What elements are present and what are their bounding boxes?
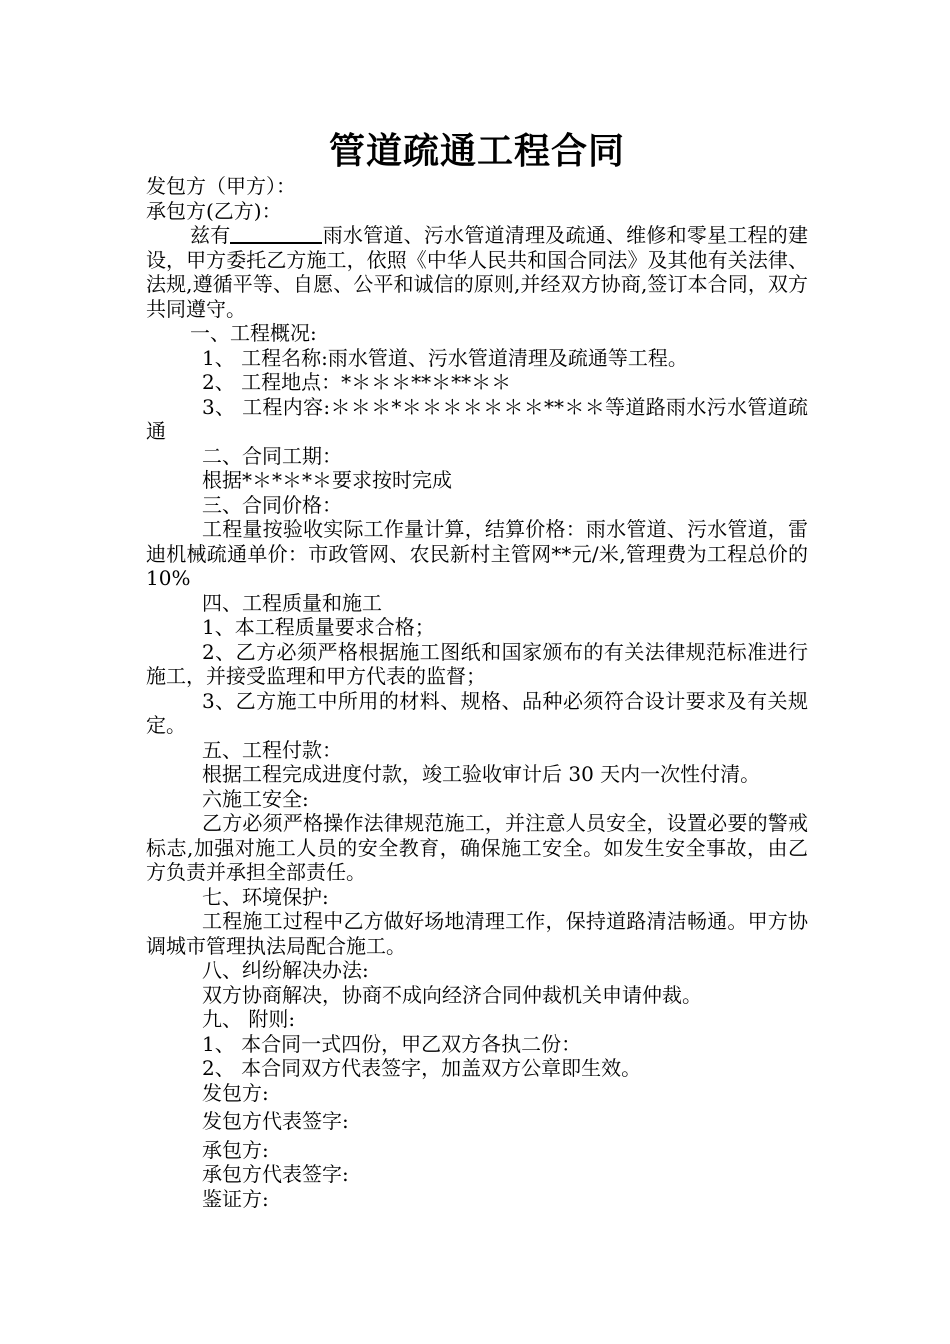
section-4-item-2: 2、乙方必须严格根据施工图纸和国家颁布的有关法律规范标准进行施工，并接受监理和甲方代表的监督； <box>146 639 808 688</box>
section-6-body: 乙方必须严格操作法律规范施工，并注意人员安全，设置必要的警戒标志,加强对施工人员的安全教育，确保施工安全。如发生安全事故，由乙方负责并承担全部责任。 <box>146 811 808 884</box>
party-b-line: 承包方(乙方)： <box>146 198 282 223</box>
section-6-heading: 六施工安全: <box>202 786 309 811</box>
section-5-heading: 五、工程付款： <box>202 737 342 762</box>
document-title: 管道疏通工程合同 <box>328 130 625 172</box>
section-4-item-3: 3、乙方施工中所用的材料、规格、品种必须符合设计要求及有关规定。 <box>146 688 808 737</box>
section-7-heading: 七、环境保护: <box>202 884 329 909</box>
section-1-item-3: 3、 工程内容:＊＊＊*＊＊＊＊＊＊＊**＊＊等道路雨水污水管道疏通 <box>146 394 808 443</box>
section-9-heading: 九、 附则: <box>202 1007 296 1031</box>
project-name-blank <box>230 224 322 244</box>
section-2-body: 根据*＊*＊*＊要求按时完成 <box>202 468 452 492</box>
section-9-item-1: 1、 本合同一式四份，甲乙双方各执二份： <box>202 1031 582 1056</box>
section-8-body: 双方协商解决，协商不成向经济合同仲裁机关申请仲裁。 <box>202 982 702 1007</box>
intro-prefix: 兹有 <box>190 223 231 247</box>
section-9-item-2: 2、 本合同双方代表签字，加盖双方公章即生效。 <box>202 1056 642 1080</box>
contract-page <box>146 128 808 1211</box>
section-4-heading: 四、工程质量和施工 <box>202 590 382 615</box>
section-5-body: 根据工程完成进度付款，竣工验收审计后 30 天内一次性付清。 <box>202 762 761 786</box>
section-1-item-1: 1、 工程名称:雨水管道、污水管道清理及疏通等工程。 <box>202 345 688 370</box>
signature-witness: 鉴证方: <box>202 1186 269 1211</box>
section-2-heading: 二、合同工期： <box>202 443 342 468</box>
intro-text: 雨水管道、污水管道清理及疏通、维修和零星工程的建设，甲方委托乙方施工，依照《中华人民共和国合同法》及其他有关法律、法规,遵循平等、自愿、公平和诚信的原则,并经双方协商,签订本合同，双方共同遵守。 <box>146 223 809 321</box>
section-7-body: 工程施工过程中乙方做好场地清理工作，保持道路清洁畅通。甲方协调城市管理执法局配合施工。 <box>146 909 808 958</box>
section-3-heading: 三、合同价格： <box>202 492 342 517</box>
signature-party-a-rep: 发包方代表签字: <box>202 1109 349 1133</box>
party-a-line: 发包方（甲方）： <box>146 174 296 198</box>
signature-party-b-rep: 承包方代表签字: <box>202 1162 349 1186</box>
signature-party-b: 承包方: <box>202 1137 269 1162</box>
section-3-body: 工程量按验收实际工作量计算，结算价格：雨水管道、污水管道，雷迪机械疏通单价：市政管网、农民新村主管网**元/米,管理费为工程总价的 10% <box>146 517 808 590</box>
section-1-heading: 一、工程概况: <box>190 321 317 345</box>
section-8-heading: 八、纠纷解决办法: <box>202 958 369 982</box>
intro-paragraph <box>146 223 808 321</box>
section-1-item-2: 2、 工程地点：*＊＊＊**＊**＊＊ <box>202 370 512 394</box>
section-4-item-1: 1、本工程质量要求合格； <box>202 615 435 639</box>
signature-party-a: 发包方: <box>202 1080 269 1105</box>
